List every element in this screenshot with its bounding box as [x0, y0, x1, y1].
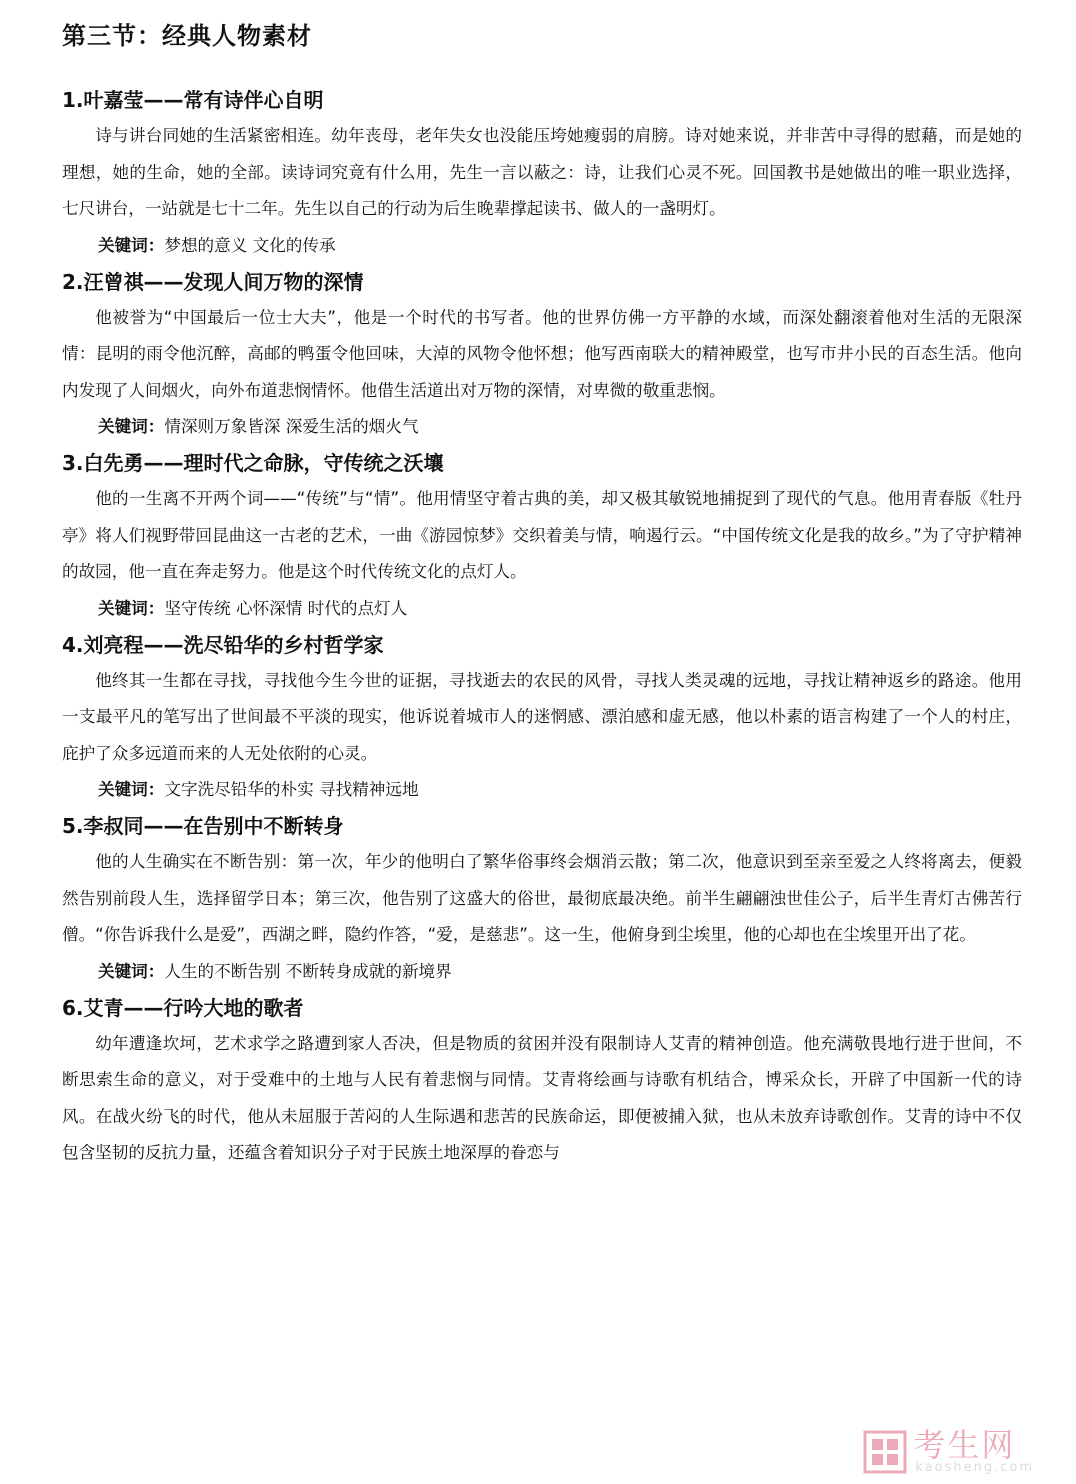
document-content [62, 82, 1022, 1172]
section-1 [62, 82, 1022, 264]
keyword-label: 关键词： [98, 780, 165, 799]
keyword-label: 关键词： [98, 235, 165, 255]
section-heading: 1.叶嘉莹——常有诗伴心自明 [62, 88, 324, 112]
section-body: 他被誉为“中国最后一位士大夫”，他是一个时代的书写者。他的世界仿佛一方平静的水域，而深处翻滚着他对生活的无限深情：昆明的雨令他沉醉，高邮的鸭蛋令他回味，大淖的风物令他怀想；他写西南联大的精神殿堂，也写市井小民的百态生活。他向内发现了人间烟火，向外布道悲悯情怀。他借生活道出对万物的深情，对卑微的敬重悲悯。 [62, 307, 1022, 400]
section-body: 他终其一生都在寻找，寻找他今生今世的证据，寻找逝去的农民的风骨，寻找人类灵魂的远地，寻找让精神返乡的路途。他用一支最平凡的笔写出了世间最不平淡的现实，他诉说着城市人的迷惘感、漂泊感和虚无感，他以朴素的语言构建了一个人的村庄，庇护了众多远道而来的人无处依附的心灵。 [62, 670, 1022, 763]
section-6 [62, 990, 1022, 1172]
keyword-line [98, 772, 1022, 808]
section-body: 他的人生确实在不断告别：第一次，年少的他明白了繁华俗事终会烟消云散；第二次，他意识到至亲至爱之人终将离去，便毅然告别前段人生，选择留学日本；第三次，他告别了这盛大的俗世，最彻底最决绝。前半生翩翩浊世佳公子，后半生青灯古佛苦行僧。“你告诉我什么是爱”，西湖之畔，隐约作答，“爱，是慈悲”。这一生，他俯身到尘埃里，他的心却也在尘埃里开出了花。 [62, 852, 1022, 944]
section-body: 他的一生离不开两个词——“传统”与“情”。他用情坚守着古典的美，却又极其敏锐地捕捉到了现代的气息。他用青春版《牡丹亭》将人们视野带回昆曲这一古老的艺术，一曲《游园惊梦》交织着美与情，响遏行云。“中国传统文化是我的故乡。”为了守护精神的故园，他一直在奔走努力。他是这个时代传统文化的点灯人。 [62, 489, 1022, 581]
watermark-en: kaosheng.com [915, 1460, 1034, 1475]
keyword-line [98, 954, 1022, 990]
keyword-line [98, 228, 1022, 264]
watermark-text [913, 1426, 1034, 1475]
keyword-text: 情深则万象皆深 深爱生活的烟火气 [164, 417, 419, 436]
section-4 [62, 627, 1022, 809]
section-heading: 3.白先勇——理时代之命脉，守传统之沃壤 [62, 451, 444, 475]
watermark [863, 1426, 1034, 1475]
section-heading: 6.艾青——行吟大地的歌者 [62, 995, 304, 1020]
keyword-line [98, 591, 1022, 627]
section-3 [62, 445, 1022, 627]
keyword-text: 文字洗尽铅华的朴实 寻找精神远地 [164, 780, 419, 799]
page-title: 第三节：经典人物素材 [62, 22, 312, 50]
keyword-label: 关键词： [98, 961, 165, 981]
watermark-cn: 考生网 [913, 1426, 1016, 1464]
keyword-text: 人生的不断告别 不断转身成就的新境界 [164, 961, 452, 981]
keyword-label: 关键词： [98, 598, 165, 618]
section-heading: 2.汪曾祺——发现人间万物的深情 [62, 269, 364, 294]
keyword-text: 坚守传统 心怀深情 时代的点灯人 [164, 598, 408, 618]
section-heading: 4.刘亮程——洗尽铅华的乡村哲学家 [62, 632, 384, 657]
kaosheng-logo-icon [863, 1430, 907, 1474]
keyword-label: 关键词： [98, 417, 165, 436]
section-heading: 5.李叔同——在告别中不断转身 [62, 814, 344, 838]
section-body: 诗与讲台同她的生活紧密相连。幼年丧母，老年失女也没能压垮她瘦弱的肩膀。诗对她来说，并非苦中寻得的慰藉，而是她的理想，她的生命，她的全部。读诗词究竟有什么用，先生一言以蔽之：诗，让我们心灵不死。回国教书是她做出的唯一职业选择，七尺讲台，一站就是七十二年。先生以自己的行动为后生晚辈撑起读书、做人的一盏明灯。 [62, 126, 1022, 218]
section-2 [62, 264, 1022, 446]
keyword-text: 梦想的意义 文化的传承 [164, 235, 336, 255]
keyword-line [98, 409, 1022, 445]
section-5 [62, 808, 1022, 990]
section-body: 幼年遭逢坎坷，艺术求学之路遭到家人否决，但是物质的贫困并没有限制诗人艾青的精神创造。他充满敬畏地行进于世间，不断思索生命的意义，对于受难中的土地与人民有着悲悯与同情。艾青将绘画与诗歌有机结合，博采众长，开辟了中国新一代的诗风。在战火纷飞的时代，他从未屈服于苦闷的人生际遇和悲苦的民族命运，即便被捕入狱，也从未放弃诗歌创作。艾青的诗中不仅包含坚韧的反抗力量，还蕴含着知识分子对于民族土地深厚的眷恋与 [62, 1033, 1022, 1162]
